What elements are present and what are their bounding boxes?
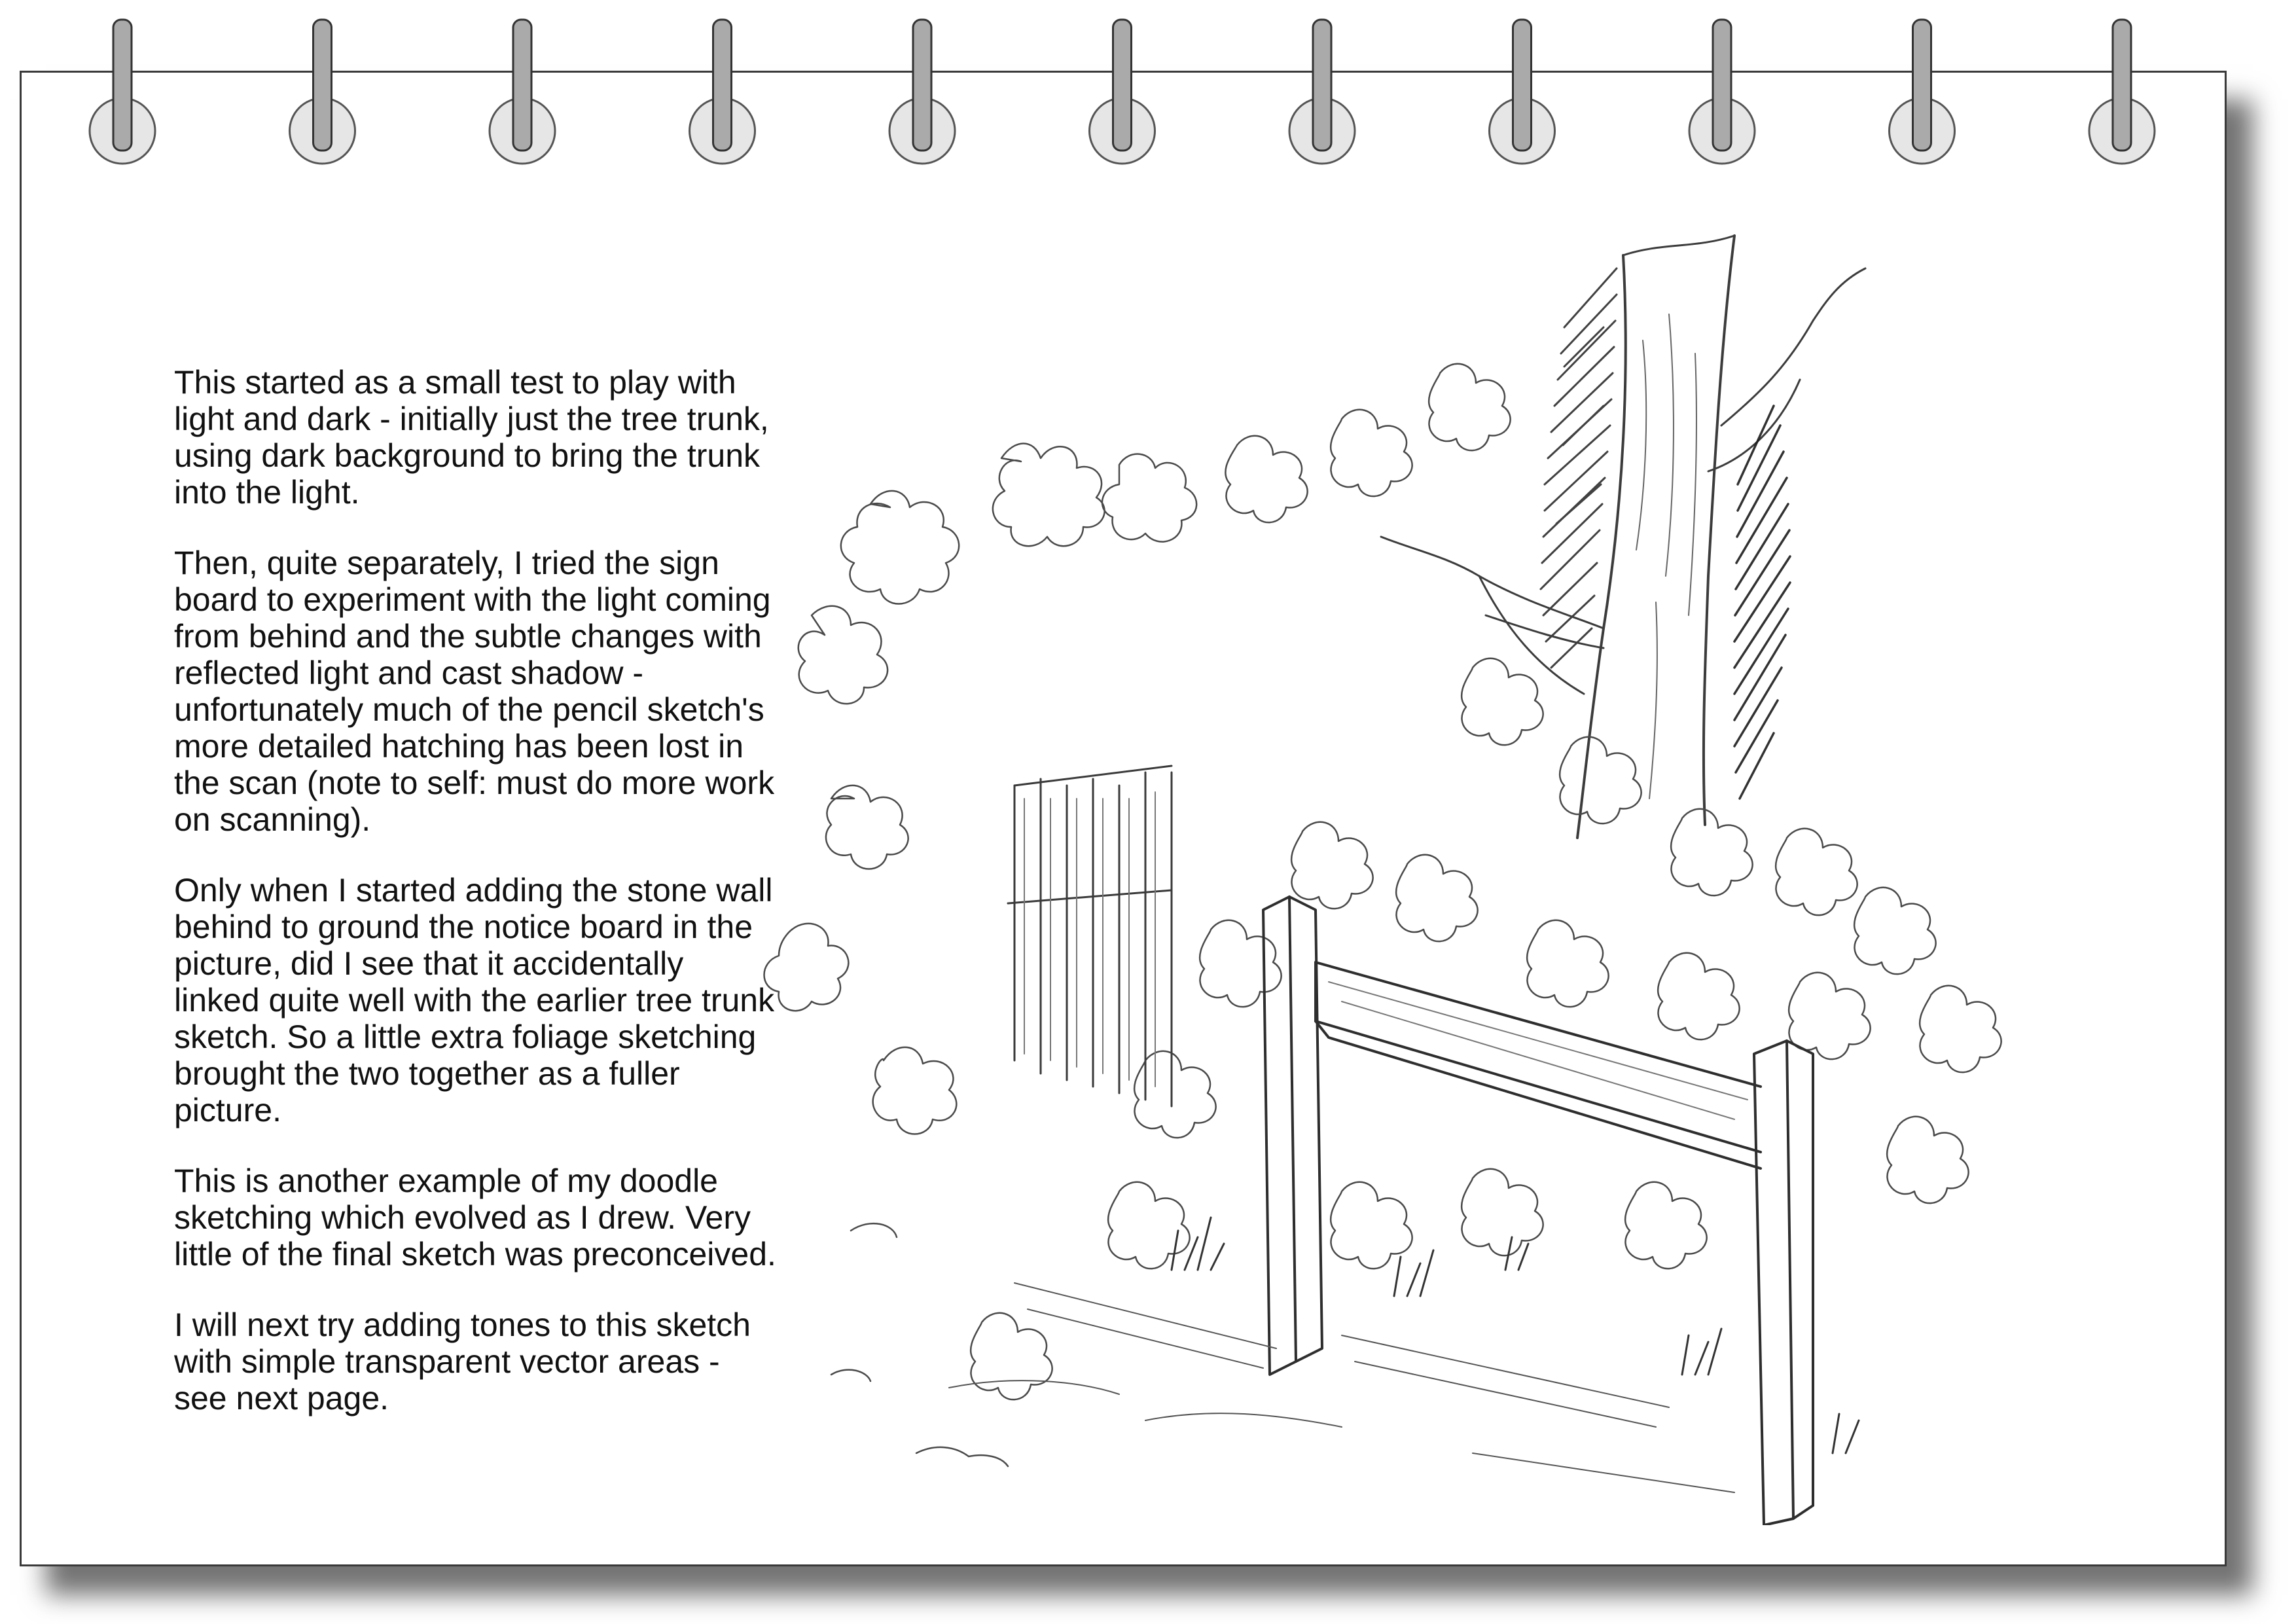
notes-paragraph-4: This is another example of my doodle sketching which evolved as I drew. Very little of the final sketch was preconceived. (174, 1163, 776, 1272)
foliage (764, 364, 2001, 1466)
notes-paragraph-1: This started as a small test to play with light and dark - initially just the tree trunk, using dark background to bring the trunk into the light. (174, 364, 769, 511)
ground-and-grass (949, 1218, 1859, 1492)
notes-paragraph-2: Then, quite separately, I tried the sign board to experiment with the light coming from behind and the subtle changes with reflected light and cast shadow - unfortunately much of the pencil sketch's more detailed hatching has been lost in the scan (note to self: must do more work on scanning). (174, 545, 775, 838)
sign-board (1263, 897, 1813, 1525)
tree-trunk (1381, 236, 1865, 838)
wooden-fence (1008, 766, 1172, 1106)
notes-text (174, 364, 776, 1451)
notes-paragraph-3: Only when I started adding the stone wall behind to ground the notice board in the picture, did I see that it accidentally linked quite well with the earlier tree trunk sketch. So a little extra foliage sketching brought the two together as a fuller picture. (174, 872, 775, 1128)
notes-paragraph-5: I will next try adding tones to this sketch with simple transparent vector areas - see next page. (174, 1307, 751, 1416)
pencil-sketch-illustration (753, 209, 2062, 1525)
